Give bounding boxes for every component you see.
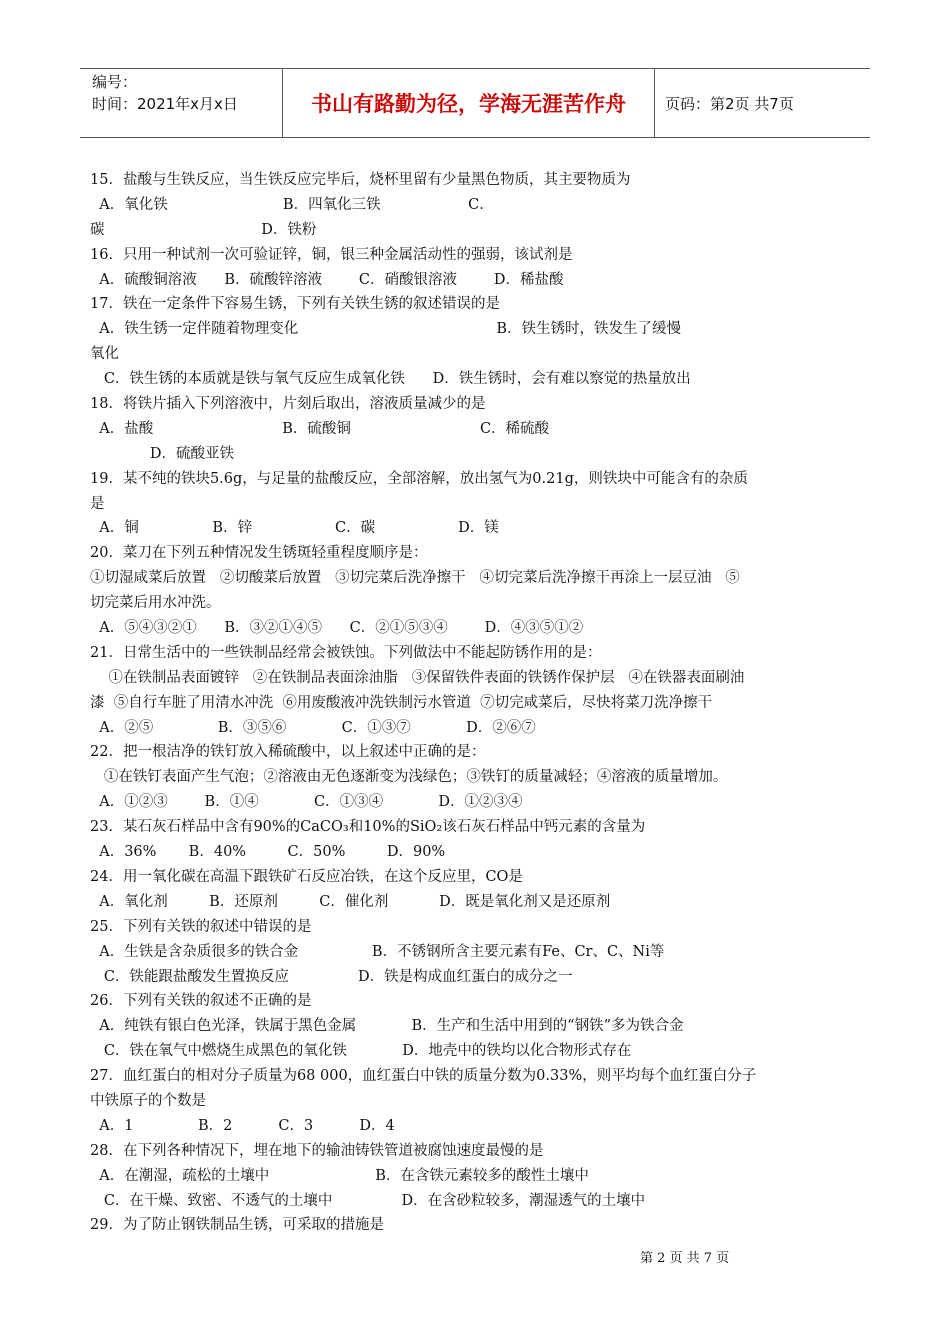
text-line: A．在潮湿，疏松的土壤中 B．在含铁元素较多的酸性土壤中 bbox=[90, 1167, 589, 1184]
page-header bbox=[80, 68, 870, 138]
text-line: A．硫酸铜溶液 B．硫酸锌溶液 C．硝酸银溶液 D．稀盐酸 bbox=[90, 271, 564, 288]
text-line: A．铁生锈一定伴随着物理变化 B．铁生锈时，铁发生了缓慢 bbox=[90, 321, 682, 338]
text-line: ①切湿咸菜后放置 ②切酸菜后放置 ③切完菜后洗净擦干 ④切完菜后洗净擦干再涂上一层豆油 ⑤ bbox=[90, 570, 740, 587]
text-line: A．盐酸 B．硫酸铜 C．稀硫酸 bbox=[90, 420, 550, 437]
text-line: 22．把一根洁净的铁钉放入稀硫酸中，以上叙述中正确的是： bbox=[90, 744, 486, 761]
text-line: 21．日常生活中的一些铁制品经常会被铁蚀。下列做法中不能起防锈作用的是： bbox=[90, 644, 602, 661]
text-line: 20．菜刀在下列五种情况发生锈斑轻重程度顺序是： bbox=[90, 545, 428, 562]
text-line: ①在铁制品表面镀锌 ②在铁制品表面涂油脂 ③保留铁件表面的铁锈作保护层 ④在铁器表面刷油 bbox=[90, 669, 745, 686]
text-line: A．①②③ B．①④ C．①③④ D．①②③④ bbox=[90, 794, 523, 811]
text-line: A．氧化铁 B．四氧化三铁 C． bbox=[90, 196, 494, 213]
header-motto: 书山有路勤为径，学海无涯苦作舟 bbox=[283, 69, 655, 137]
page-footer: 第 2 页 共 7 页 bbox=[640, 1251, 730, 1266]
text-line: 27．血红蛋白的相对分子质量为68 000，血红蛋白中铁的质量分数为0.33%，则平均每个血红蛋白分子 bbox=[90, 1068, 757, 1085]
text-line: A．氧化剂 B．还原剂 C．催化剂 D．既是氧化剂又是还原剂 bbox=[90, 893, 611, 910]
text-line: C．铁能跟盐酸发生置换反应 D．铁是构成血红蛋白的成分之一 bbox=[90, 968, 573, 985]
text-line: C．铁在氧气中燃烧生成黑色的氧化铁 D．地壳中的铁均以化合物形式存在 bbox=[90, 1043, 632, 1060]
text-line: 氧化 bbox=[90, 346, 119, 363]
text-line: 23．某石灰石样品中含有90%的CaCO₃和10%的SiO₂该石灰石样品中钙元素的含量为 bbox=[90, 819, 646, 836]
text-line: 17．铁在一定条件下容易生锈，下列有关铁生锈的叙述错误的是 bbox=[90, 296, 500, 313]
text-line: 24．用一氧化碳在高温下跟铁矿石反应冶铁，在这个反应里，CO是 bbox=[90, 868, 523, 885]
text-line: 29．为了防止钢铁制品生锈，可采取的措施是 bbox=[90, 1217, 384, 1234]
text-line: A．铜 B．锌 C．碳 D．镁 bbox=[90, 520, 499, 537]
text-line: A．生铁是含杂质很多的铁合金 B．不锈钢所含主要元素有Fe、Cr、C、Ni等 bbox=[90, 943, 665, 960]
serial-label: 编号： bbox=[92, 73, 138, 91]
text-line: 中铁原子的个数是 bbox=[90, 1092, 206, 1109]
time-label: 时间：2021年x月x日 bbox=[92, 95, 238, 113]
text-line: 25．下列有关铁的叙述中错误的是 bbox=[90, 918, 312, 935]
text-line: 碳 D．铁粉 bbox=[90, 221, 317, 238]
text-line: A．纯铁有银白色光泽，铁属于黑色金属 B．生产和生活中用到的“钢铁”多为铁合金 bbox=[90, 1018, 684, 1035]
question-content bbox=[90, 168, 860, 1238]
text-line: ①在铁钉表面产生气泡；②溶液由无色逐渐变为浅绿色；③铁钉的质量减轻；④溶液的质量增加。 bbox=[90, 769, 728, 786]
text-line: A．②⑤ B．③⑤⑥ C．①③⑦ D．②⑥⑦ bbox=[90, 719, 536, 736]
header-meta bbox=[80, 69, 283, 137]
text-line: A．1 B．2 C．3 D．4 bbox=[90, 1117, 395, 1134]
text-line: 16．只用一种试剂一次可验证锌，铜，银三种金属活动性的强弱，该试剂是 bbox=[90, 246, 573, 263]
text-line: 是 bbox=[90, 495, 105, 512]
header-page-label: 页码：第2页 共7页 bbox=[665, 94, 794, 113]
text-line: 26．下列有关铁的叙述不正确的是 bbox=[90, 993, 312, 1010]
text-line: 漆 ⑤自行车脏了用清水冲洗 ⑥用废酸液冲洗铁制污水管道 ⑦切完咸菜后，尽快将菜刀洗净擦干 bbox=[90, 694, 713, 711]
text-line: A．36% B．40% C．50% D．90% bbox=[90, 844, 446, 861]
text-line: C．铁生锈的本质就是铁与氧气反应生成氧化铁 D．铁生锈时，会有难以察觉的热量放出 bbox=[90, 371, 691, 388]
text-line: A．⑤④③②① B．③②①④⑤ C．②①⑤③④ D．④③⑤①② bbox=[90, 620, 584, 637]
text-line: 28．在下列各种情况下，埋在地下的输油铸铁管道被腐蚀速度最慢的是 bbox=[90, 1142, 544, 1159]
text-line: 19．某不纯的铁块5.6g，与足量的盐酸反应，全部溶解，放出氢气为0.21g，则铁块中可能含有的杂质 bbox=[90, 470, 748, 487]
text-line: C．在干燥、致密、不透气的土壤中 D．在含砂粒较多，潮湿透气的土壤中 bbox=[90, 1192, 646, 1209]
text-line: 15．盐酸与生铁反应，当生铁反应完毕后，烧杯里留有少量黑色物质，其主要物质为 bbox=[90, 172, 631, 188]
text-line: 切完菜后用水冲洗。 bbox=[90, 595, 221, 612]
text-line: 18．将铁片插入下列溶液中，片刻后取出，溶液质量减少的是 bbox=[90, 396, 486, 413]
text-line: D．硫酸亚铁 bbox=[90, 445, 235, 462]
